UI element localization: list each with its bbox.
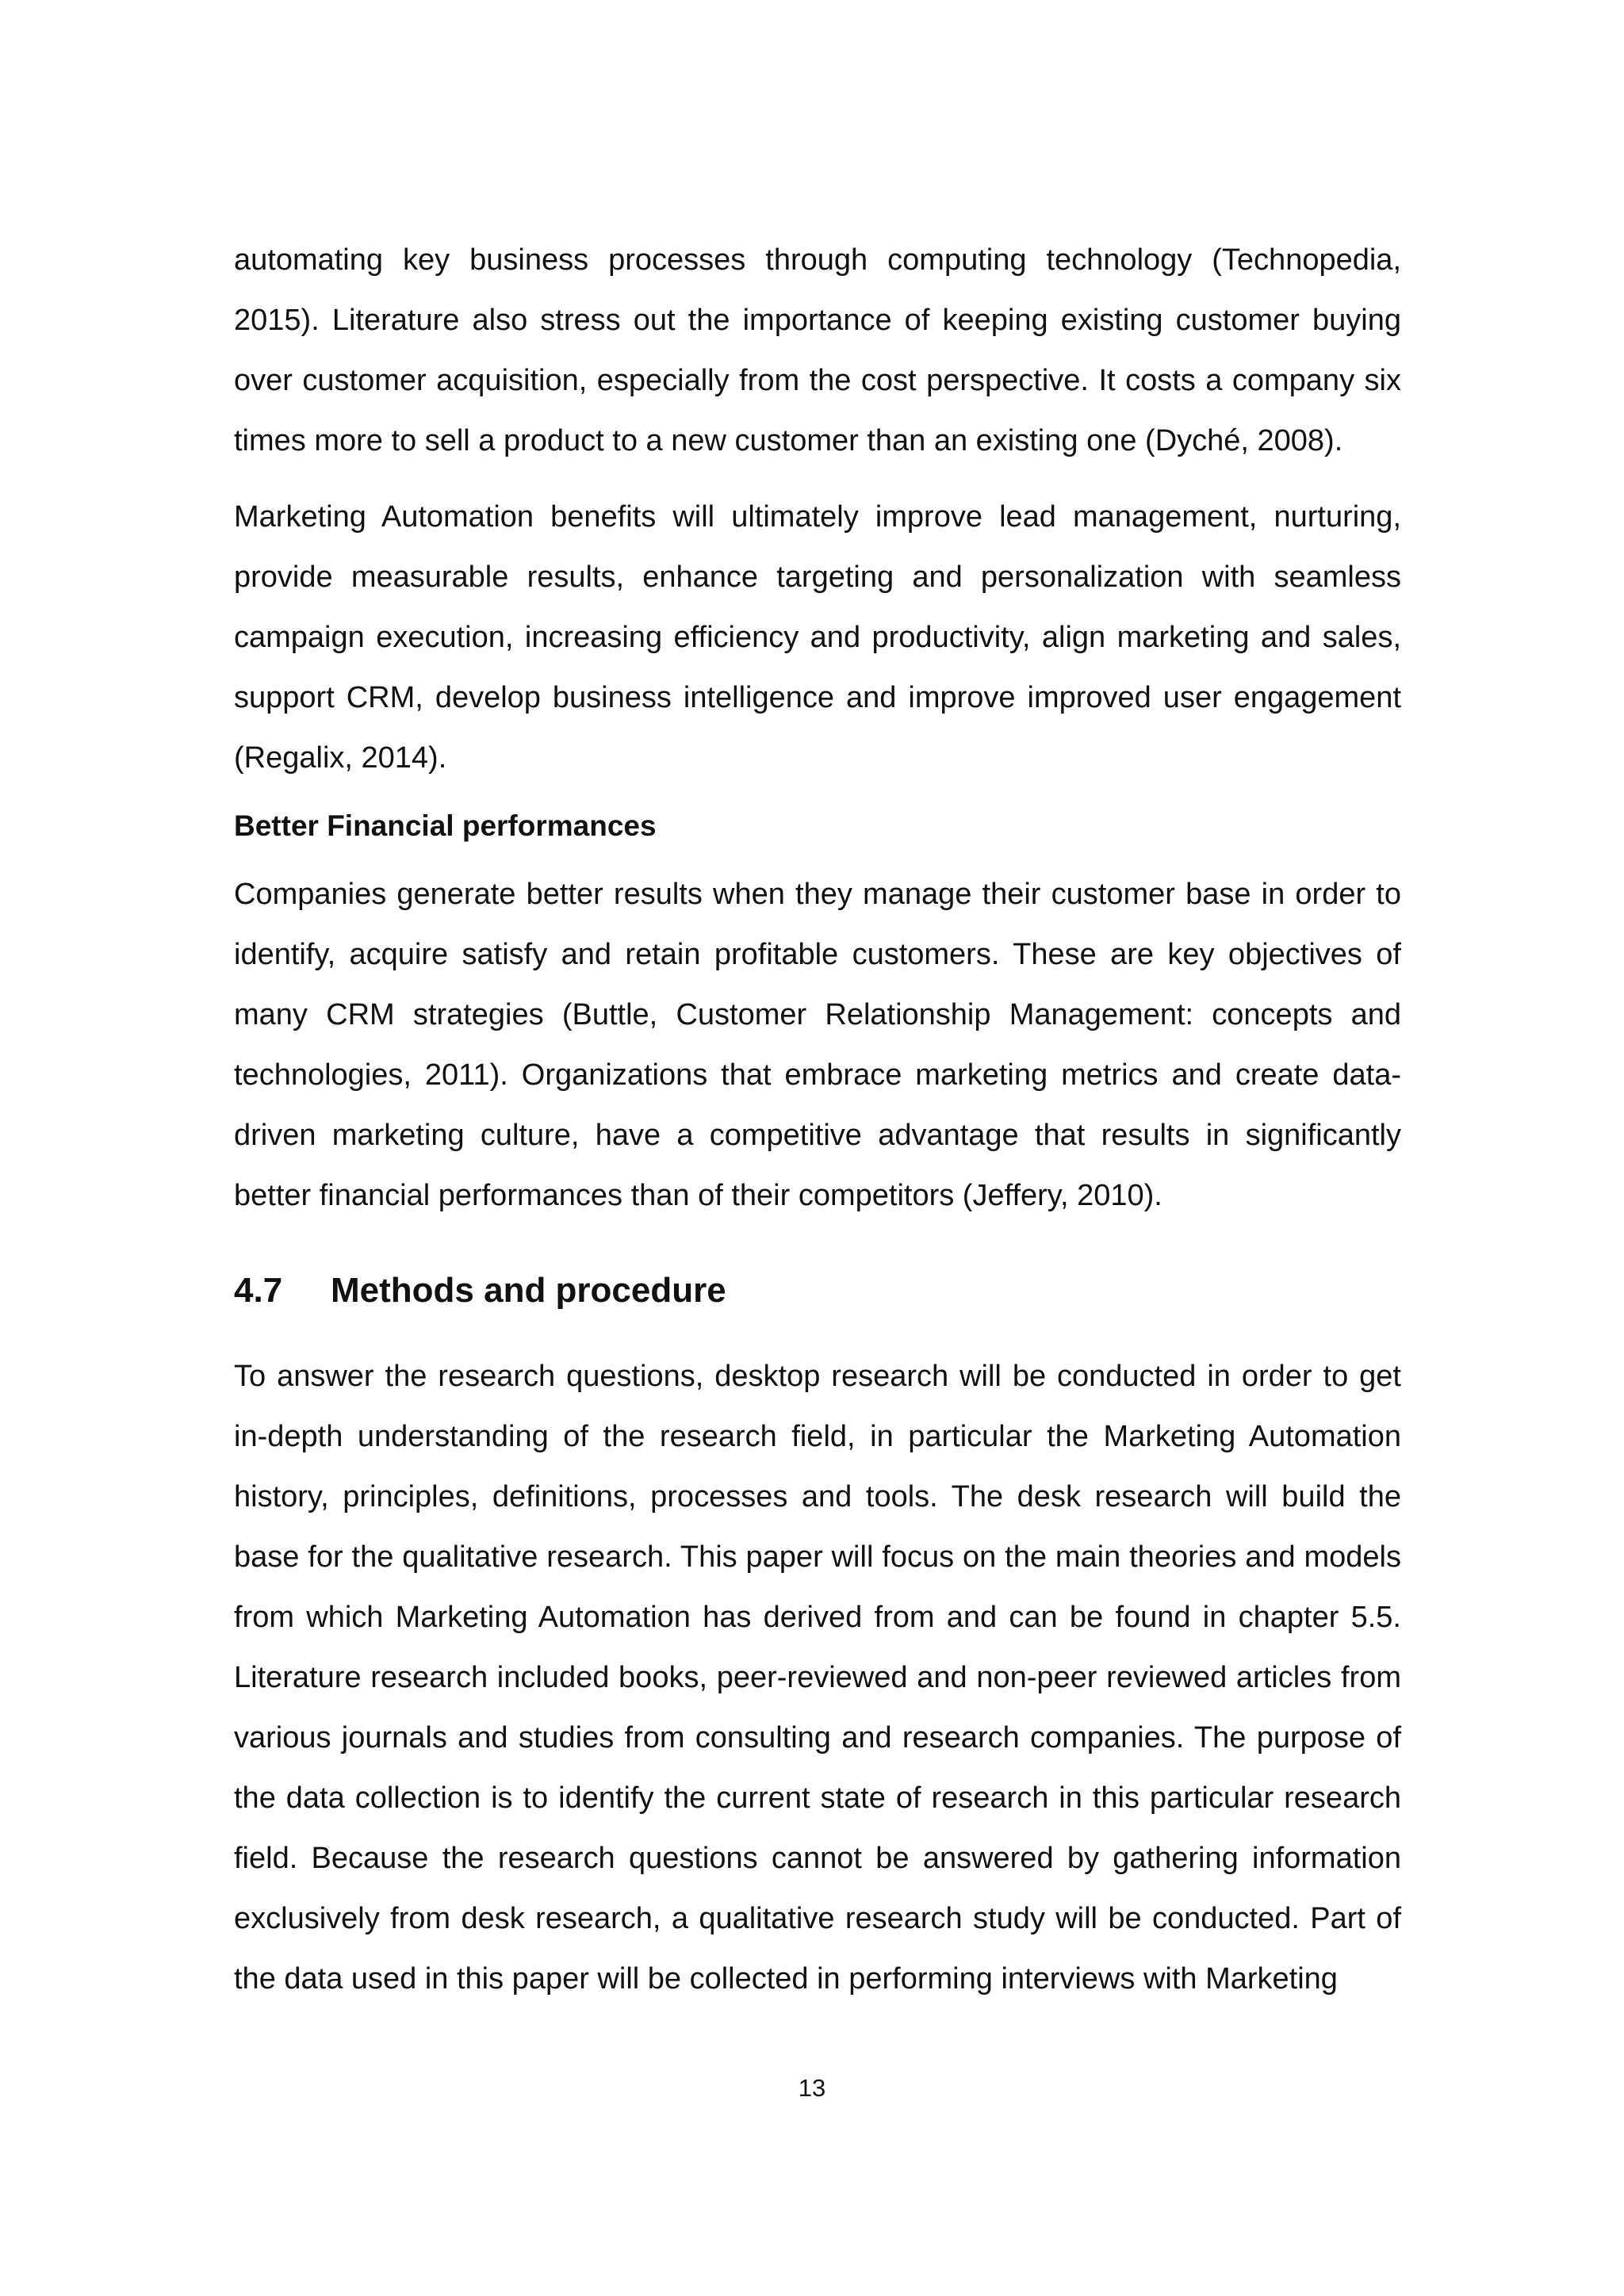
page-body xyxy=(234,230,1401,2009)
page-number: 13 xyxy=(798,2074,826,2102)
paragraph-methods-procedure: To answer the research questions, desktop research will be conducted in order to get in-depth understanding of the research field, in particular the Marketing Automation history, principles, definitions, processes and tools. The desk research will build the base for the qualitative research. This paper will focus on the main theories and models from which Marketing Automation has derived from and can be found in chapter 5.5. Literature research included books, peer-reviewed and non-peer reviewed articles from various journals and studies from consulting and research companies. The purpose of the data collection is to identify the current state of research in this particular research field. Because the research questions cannot be answered by gathering information exclusively from desk research, a qualitative research study will be conducted. Part of the data used in this paper will be collected in performing interviews with Marketing xyxy=(234,1360,1401,1996)
paragraph-financial-performance: Companies generate better results when they manage their customer base in order to identify, acquire satisfy and retain profitable customers. These are key objectives of many CRM strategies (Buttle, Customer Relationship Management: concepts and technologies, 2011). Organizations that embrace marketing metrics and create data-driven marketing culture, have a competitive advantage that results in significantly better financial performances than of their competitors (Jeffery, 2010). xyxy=(234,878,1401,1212)
subheading-better-financial-performances: Better Financial performances xyxy=(234,809,657,842)
section-title: Methods and procedure xyxy=(331,1271,726,1310)
section-number: 4.7 xyxy=(234,1271,283,1310)
paragraph-crm-cost: automating key business processes through computing technology (Technopedia, 2015). Literature also stress out the importance of keeping existing customer buying over customer acquisition, especially from the cost perspective. It costs a company six times more to sell a product to a new customer than an existing one (Dyché, 2008). xyxy=(234,243,1401,457)
paragraph-marketing-automation-benefits: Marketing Automation benefits will ultimately improve lead management, nurturing, provide measurable results, enhance targeting and personalization with seamless campaign execution, increasing efficiency and productivity, align marketing and sales, support CRM, develop business intelligence and improve improved user engagement (Regalix, 2014). xyxy=(234,500,1401,775)
section-heading xyxy=(234,1267,1401,1314)
